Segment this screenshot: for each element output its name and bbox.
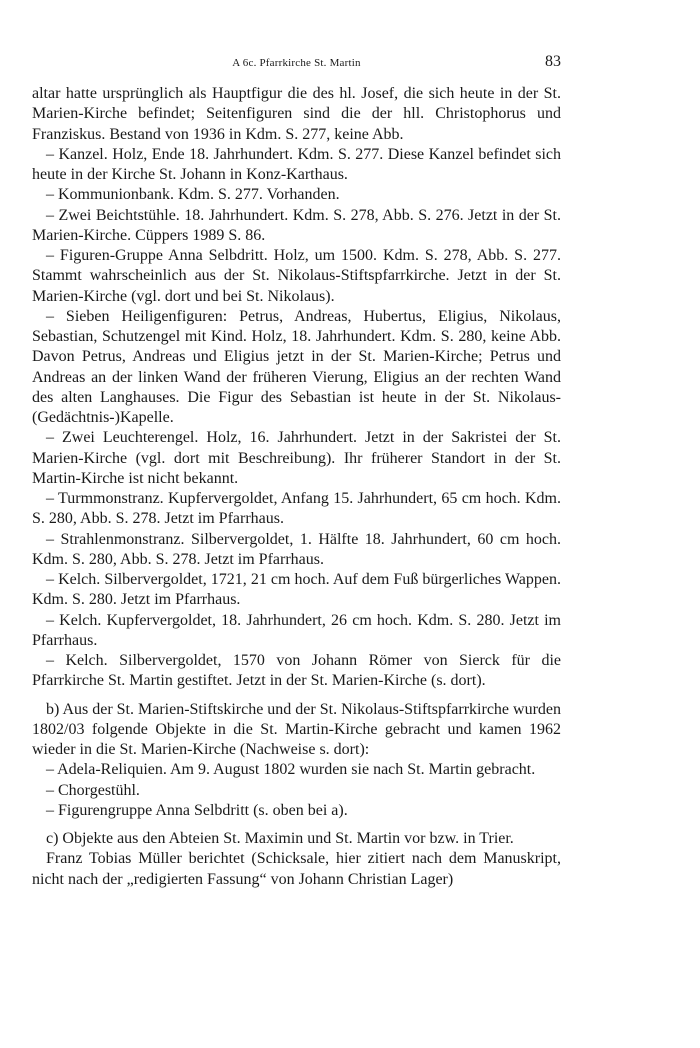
list-item: – Zwei Leuchterengel. Holz, 16. Jahrhundert. Jetzt in der Sakristei der St. Marien-Kirche (vgl. dort mit Beschreibung). Ihr früherer Standort in der St. Martin-Kirche ist nicht bekannt. (32, 429, 561, 487)
list-item: – Chorgestühl. (46, 781, 140, 799)
paragraph: altar hatte ursprünglich als Hauptfigur die des hl. Josef, die sich heute in der St. Marien-Kirche befindet; Seitenfiguren sind die der hll. Christophorus und Franziskus. Bestand von 1936 in Kdm. S. 277, keine Abb. (32, 85, 561, 143)
list-item: – Sieben Heiligenfiguren: Petrus, Andreas, Hubertus, Eligius, Nikolaus, Sebastian, Schutzengel mit Kind. Holz, 18. Jahrhundert. Kdm. S. 280, keine Abb. Davon Petrus, Andreas und Eligius jetzt in der St. Marien-Kirche; Petrus und Andreas an der linken Wand der früheren Vierung, Eligius an der rechten Wand des alten Langhauses. Die Figur des Sebastian ist heute in der St. Nikolaus-(Gedächtnis-)Kapelle. (32, 307, 561, 426)
list-item: – Strahlenmonstranz. Silbervergoldet, 1. Hälfte 18. Jahrhundert, 60 cm hoch. Kdm. S. 280, Abb. S. 278. Jetzt im Pfarrhaus. (32, 530, 561, 568)
running-title: A 6c. Pfarrkirche St. Martin (232, 57, 361, 69)
list-item: – Kelch. Silbervergoldet, 1721, 21 cm hoch. Auf dem Fuß bürgerliches Wappen. Kdm. S. 280. Jetzt im Pfarrhaus. (32, 571, 561, 609)
list-item: – Kelch. Kupfervergoldet, 18. Jahrhundert, 26 cm hoch. Kdm. S. 280. Jetzt im Pfarrhaus. (32, 611, 561, 649)
paragraph: Franz Tobias Müller berichtet (Schicksale, hier zitiert nach dem Manuskript, nicht nach der „redigierten Fassung“ von Johann Christian Lager) (32, 850, 561, 888)
list-item: – Figurengruppe Anna Selbdritt (s. oben bei a). (46, 801, 348, 819)
list-item: – Zwei Beichtstühle. 18. Jahrhundert. Kdm. S. 278, Abb. S. 276. Jetzt in der St. Marien-Kirche. Cüppers 1989 S. 86. (32, 206, 561, 244)
list-item: – Turmmonstranz. Kupfervergoldet, Anfang 15. Jahrhundert, 65 cm hoch. Kdm. S. 280, Abb. S. 278. Jetzt im Pfarrhaus. (32, 490, 561, 528)
list-item: – Figuren-Gruppe Anna Selbdritt. Holz, um 1500. Kdm. S. 278, Abb. S. 277. Stammt wahrscheinlich aus der St. Nikolaus-Stiftspfarrkirche. Jetzt in der St. Marien-Kirche (vgl. dort und bei St. Nikolaus). (32, 247, 561, 305)
section-paragraph: c) Objekte aus den Abteien St. Maximin und St. Martin vor bzw. in Trier. (46, 830, 514, 847)
list-item: – Adela-Reliquien. Am 9. August 1802 wurden sie nach St. Martin gebracht. (46, 761, 536, 779)
running-head (32, 54, 561, 74)
page-number: 83 (545, 53, 561, 70)
section-paragraph: b) Aus der St. Marien-Stiftskirche und der St. Nikolaus-Stiftspfarrkirche wurden 1802/03 folgende Objekte in die St. Martin-Kirche gebracht und kamen 1962 wieder in die St. Marien-Kirche (Nachweise s. dort): (32, 700, 562, 758)
list-item: – Kelch. Silbervergoldet, 1570 von Johann Römer von Sierck für die Pfarrkirche St. Martin gestiftet. Jetzt in der St. Marien-Kirche (s. dort). (32, 652, 561, 690)
list-item: – Kommunionbank. Kdm. S. 277. Vorhanden. (46, 186, 340, 204)
list-item: – Kanzel. Holz, Ende 18. Jahrhundert. Kdm. S. 277. Diese Kanzel befindet sich heute in der Kirche St. Johann in Konz-Karthaus. (32, 145, 561, 183)
body-text (32, 84, 561, 890)
